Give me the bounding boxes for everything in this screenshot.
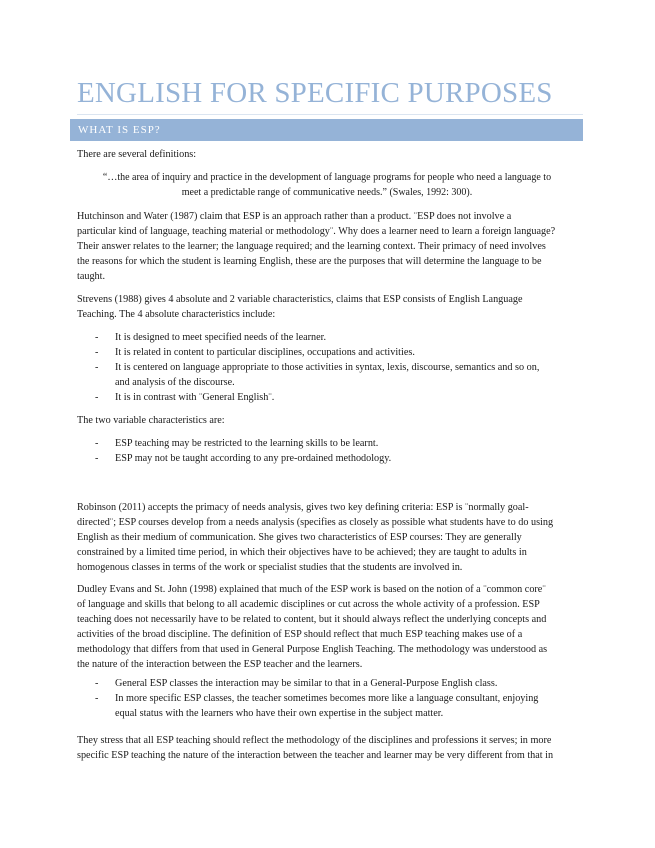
paragraph-robinson — [77, 500, 577, 575]
text-line: Their answer relates to the learner; the language required; and the learning context. Their primacy of need involves — [77, 241, 546, 252]
text-line: Hutchinson and Water (1987) claim that ESP is an approach rather than a product. ¨ESP does not involve a — [77, 211, 512, 222]
text-line: constrained by a limited time period, in which their objectives have to be achieved; they are taught to adults in — [77, 547, 527, 558]
text-line: of language and skills that belong to all academic disciplines or cut across the whole activity of a profession. ESP — [77, 599, 540, 610]
title-underline — [77, 114, 583, 115]
text-line: equal status with the learners who have their own expertise in the subject matter. — [115, 708, 444, 719]
text-line: In more specific ESP classes, the teacher sometimes becomes more like a language consultant, enjoying — [115, 693, 539, 704]
text-line: specific ESP teaching the nature of the interaction between the teacher and learner may be very different from that in — [77, 750, 554, 761]
bullet-dash: - — [95, 347, 99, 358]
page-title: ENGLISH FOR SPECIFIC PURPOSES — [77, 77, 553, 109]
text-line: and analysis of the discourse. — [115, 377, 235, 388]
text-line: the nature of the interaction between the ESP teacher and the learners. — [77, 659, 363, 670]
list-item — [77, 390, 577, 405]
text-line: taught. — [77, 271, 106, 282]
absolute-characteristics-list — [77, 330, 577, 405]
text-line: General ESP classes the interaction may be similar to that in a General-Purpose English class. — [115, 678, 498, 689]
text-line: Dudley Evans and St. John (1998) explained that much of the ESP work is based on the notion of a ¨common core¨ — [77, 584, 546, 595]
paragraph-stress — [77, 733, 577, 763]
text-line: Robinson (2011) accepts the primacy of needs analysis, gives two key defining criteria: ESP is ¨normally goal- — [77, 502, 529, 513]
paragraph-dudley-evans — [77, 582, 577, 672]
intro-text: There are several definitions: — [77, 149, 197, 160]
text-line: It is centered on language appropriate to those activities in syntax, lexis, discourse, semantics and so on, — [115, 362, 540, 373]
text-line: teaching does not necessarily have to be related to content, but it should always reflect the underlying concepts and — [77, 614, 547, 625]
text-line: It is in contrast with ¨General English¨. — [115, 392, 275, 403]
swales-quote — [77, 170, 577, 200]
text-line: English as their medium of communication. She gives two characteristics of ESP courses: They are generally — [77, 532, 522, 543]
text-line: activities of the broad discipline. The definition of ESP should reflect that much ESP teaching makes use of a — [77, 629, 523, 640]
text-line: particular kind of language, teaching material or methodology¨. Why does a learner need to learn a foreign language? — [77, 226, 556, 237]
list-item — [77, 451, 577, 466]
list-item — [77, 436, 577, 451]
text-line: the reasons for which the student is learning English, these are the purposes that will determine the language to be — [77, 256, 542, 267]
list-item — [77, 691, 577, 721]
bullet-dash: - — [95, 392, 99, 403]
variable-intro: The two variable characteristics are: — [77, 415, 225, 426]
text-line: ESP may not be taught according to any pre-ordained methodology. — [115, 453, 392, 464]
bullet-dash: - — [95, 693, 99, 704]
text-line: Teaching. The 4 absolute characteristics include: — [77, 309, 276, 320]
section-heading: WHAT IS ESP? — [78, 124, 161, 136]
bullet-dash: - — [95, 453, 99, 464]
text-line: homogenous classes in terms of the work or specialist studies that the students are involved in. — [77, 562, 463, 573]
bullet-dash: - — [95, 438, 99, 449]
text-line: It is related in content to particular disciplines, occupations and activities. — [115, 347, 415, 358]
quote-line: meet a predictable range of communicative needs.” (Swales, 1992: 300). — [181, 187, 473, 198]
section-heading-bar — [70, 119, 583, 141]
list-item — [77, 330, 577, 345]
text-line: directed¨; ESP courses develop from a needs analysis (specifies as closely as possible what students have to do using — [77, 517, 554, 528]
paragraph-hutchinson — [77, 209, 577, 284]
paragraph-strevens — [77, 292, 577, 322]
text-line: methodology that differs from that used in General Purpose English Teaching. The methodology was understood as — [77, 644, 548, 655]
list-item — [77, 345, 577, 360]
list-item — [77, 676, 577, 691]
bullet-dash: - — [95, 332, 99, 343]
text-line: It is designed to meet specified needs of the learner. — [115, 332, 327, 343]
esp-classes-list — [77, 676, 577, 721]
list-item — [77, 360, 577, 390]
variable-characteristics-list — [77, 436, 577, 466]
bullet-dash: - — [95, 678, 99, 689]
quote-line: “…the area of inquiry and practice in the development of language programs for people who need a language to — [102, 172, 552, 183]
text-line: They stress that all ESP teaching should reflect the methodology of the disciplines and professions it serves; in more — [77, 735, 552, 746]
text-line: Strevens (1988) gives 4 absolute and 2 variable characteristics, claims that ESP consists of English Language — [77, 294, 523, 305]
text-line: ESP teaching may be restricted to the learning skills to be learnt. — [115, 438, 379, 449]
bullet-dash: - — [95, 362, 99, 373]
